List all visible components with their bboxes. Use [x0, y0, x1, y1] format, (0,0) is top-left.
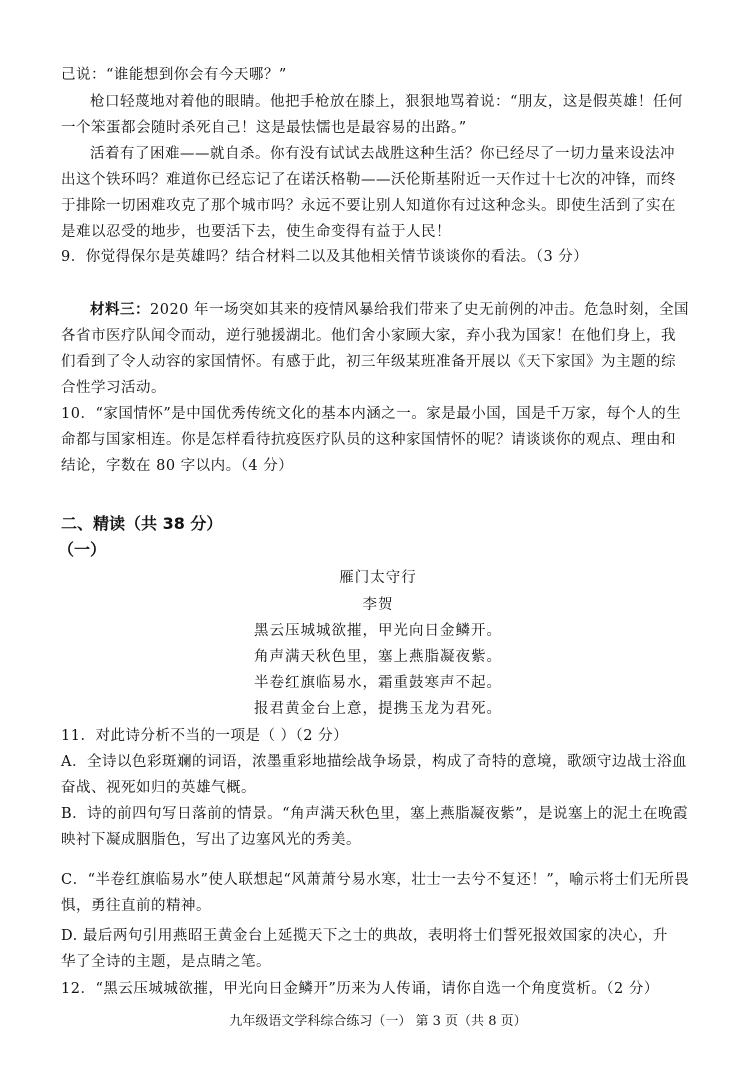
option-c-cont: 惧，勇往直前的精神。: [61, 898, 211, 914]
poem-line: 半卷红旗临易水，霜重鼓寒声不起。: [254, 675, 502, 691]
text-line: 出这个铁环吗？难道你已经忘记了在诺沃格勒——沃伦斯基附近一天作过十七次的冲锋，而终: [61, 172, 676, 188]
question-10-line: 10．“家国情怀”是中国优秀传统文化的基本内涵之一。家是最小国，国是千万家，每个人的生: [61, 406, 682, 422]
option-c: C．“半卷红旗临易水”使人联想起“风萧萧兮易水寒，壮士一去兮不复还！”，喻示将士们无所畏: [61, 872, 690, 888]
material3-line: 各省市医疗队闻令而动，逆行驰援湖北。他们舍小家顾大家，弃小我为国家！在他们身上，我: [61, 328, 676, 344]
text-line: 枪口轻蔑地对着他的眼睛。他把手枪放在膝上，狠狠地骂着说：“朋友，这是假英雄！任何: [90, 94, 683, 110]
option-d-cont: 华了全诗的主题，是点睛之笔。: [61, 954, 271, 970]
poem-line: 黑云压城城欲摧，甲光向日金鳞开。: [254, 623, 502, 639]
page-footer: 九年级语文学科综合练习（一） 第 3 页（共 8 页）: [229, 1014, 527, 1029]
text-line: 己说：“谁能想到你会有今天哪？”: [61, 67, 287, 83]
option-b-cont: 映衬下凝成胭脂色，写出了边塞风光的秀美。: [61, 832, 361, 848]
material3-text: 2020 年一场突如其来的疫情风暴给我们带来了史无前例的冲击。危急时刻，全国: [150, 302, 690, 318]
question-11-stem: 11．对此诗分析不当的一项是（ ）（2 分）: [61, 728, 349, 744]
poem-title: 雁门太守行: [339, 570, 417, 586]
poem-line: 报君黄金台上意，提携玉龙为君死。: [254, 701, 502, 717]
question-10-line: 结论，字数在 80 字以内。（4 分）: [61, 458, 294, 474]
section-heading: 二、精读（共 38 分）: [61, 514, 223, 533]
question-10-line: 命都与国家相连。你是怎样看待抗疫医疗队员的这种家国情怀的呢？请谈谈你的观点、理由和: [61, 432, 676, 448]
option-b: B．诗的前四句写日落前的情景。“角声满天秋色里，塞上燕脂凝夜紫”，是说塞上的泥土在晚霞: [61, 806, 688, 822]
material3-label: 材料三：: [90, 301, 150, 318]
poem-author: 李贺: [362, 597, 394, 613]
material3-line: 们看到了令人动容的家国情怀。有感于此，初三年级某班准备开展以《天下家国》为主题的综: [61, 354, 676, 370]
option-d: D. 最后两句引用燕昭王黄金台上延揽天下之士的典故，表明将士们誓死报效国家的决心，升: [61, 928, 668, 944]
material3-line: [90, 299, 730, 321]
question-12: 12．“黑云压城城欲摧，甲光向日金鳞开”历来为人传诵，请你自选一个角度赏析。（2 分）: [61, 981, 659, 997]
option-a-cont: 奋战、视死如归的英雄气概。: [61, 780, 256, 796]
text-line: 活着有了困难——就自杀。你有没有试试去战胜这种生活？你已经尽了一切力量来设法冲: [90, 146, 675, 162]
poem-line: 角声满天秋色里，塞上燕脂凝夜紫。: [254, 649, 502, 665]
text-line: 是难以忍受的地步，也要活下去，使生命变得有益于人民！: [61, 224, 451, 240]
text-line: 一个笨蛋都会随时杀死自己！这是最怯懦也是最容易的出路。”: [61, 120, 467, 136]
question-9: 9．你觉得保尔是英雄吗？结合材料二以及其他相关情节谈谈你的看法。（3 分）: [61, 249, 589, 265]
option-a: A．全诗以色彩斑斓的词语，浓墨重彩地描绘战争场景，构成了奇特的意境，歌颂守边战士浴血: [61, 754, 687, 770]
material3-line: 合性学习活动。: [61, 380, 166, 396]
text-line: 于排除一切困难攻克了那个城市吗？永远不要让别人知道你有过这种念头。即使生活到了实在: [61, 198, 676, 214]
subsection-heading: （一）: [58, 540, 107, 559]
